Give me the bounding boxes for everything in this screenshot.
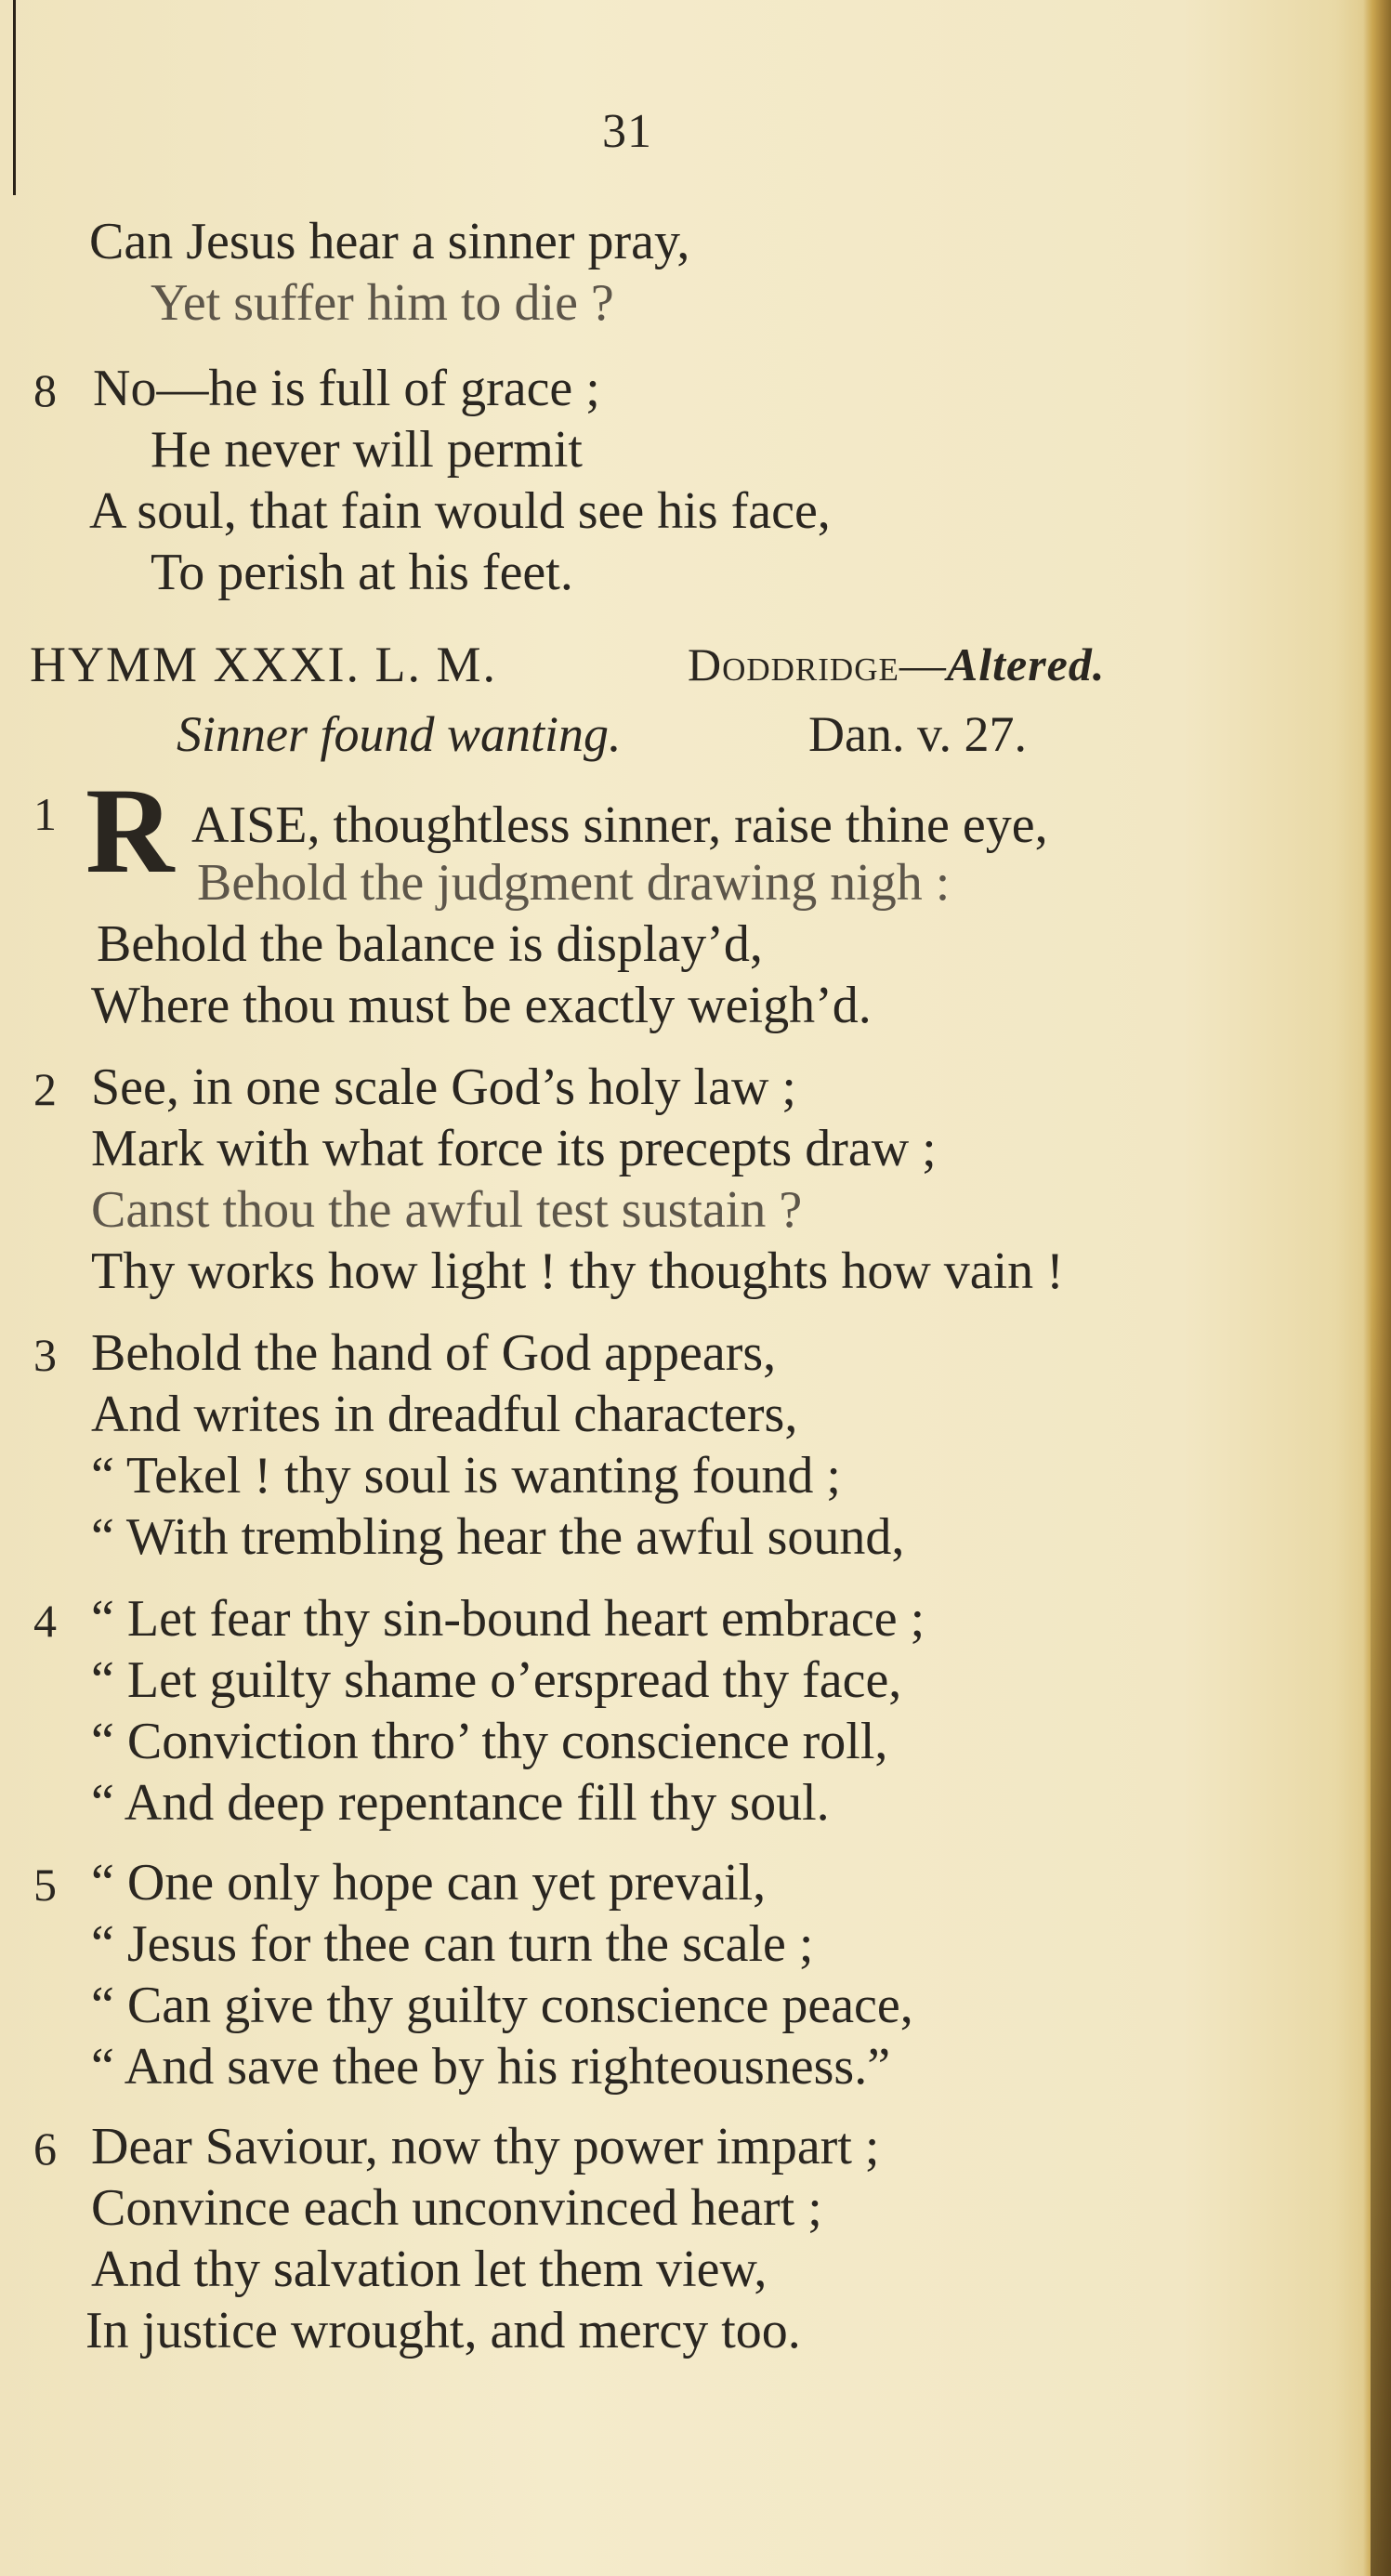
verse-number: 1: [33, 788, 57, 840]
hymn-heading: [30, 632, 1106, 697]
drop-cap: R: [85, 762, 175, 899]
verse-line: Dear Saviour, now thy power impart ;: [91, 2118, 880, 2175]
verse-number: 3: [33, 1329, 57, 1381]
verse-line: Canst thou the awful test sustain ?: [91, 1181, 803, 1239]
hymn-subtitle-text: Sinner found wanting.: [177, 706, 622, 762]
verse-number: 8: [33, 364, 57, 416]
page-number: 31: [602, 105, 652, 158]
verse-line: Yet suffer him to die ?: [151, 274, 614, 332]
verse-line: And writes in dreadful characters,: [91, 1386, 798, 1443]
scripture-reference: Dan. v. 27.: [808, 706, 1027, 762]
verse-line: “ And deep repentance fill thy soul.: [91, 1774, 830, 1832]
verse-line: Behold the hand of God appears,: [91, 1324, 777, 1382]
hymn-title: HYMM XXXI. L. M.: [30, 637, 497, 692]
verse-line: A soul, that fain would see his face,: [89, 482, 831, 540]
verse-line: “ Can give thy guilty conscience peace,: [91, 1977, 913, 2034]
hymn-author: [688, 632, 1105, 697]
verse-number: 2: [33, 1063, 57, 1115]
hymn-author-name: Doddridge—: [688, 638, 947, 690]
verse-line: Thy works how light ! thy thoughts how vain !: [91, 1242, 1064, 1300]
page-binding-edge: [13, 0, 16, 195]
verse-number: 4: [33, 1595, 57, 1647]
verse-line: Convince each unconvinced heart ;: [91, 2179, 822, 2237]
verse-line: “ Tekel ! thy soul is wanting found ;: [91, 1447, 841, 1505]
verse-line: “ One only hope can yet prevail,: [91, 1854, 767, 1912]
verse-line: In justice wrought, and mercy too.: [85, 2302, 801, 2359]
verse-line: AISE, thoughtless sinner, raise thine eye,: [191, 796, 1048, 854]
verse-line: “ Let fear thy sin-bound heart embrace ;: [91, 1590, 925, 1648]
verse-line: “ Let guilty shame o’erspread thy face,: [91, 1651, 902, 1709]
verse-line: No—he is full of grace ;: [93, 360, 600, 417]
verse-line: “ Jesus for thee can turn the scale ;: [91, 1915, 814, 1973]
verse-line: See, in one scale God’s holy law ;: [91, 1058, 796, 1116]
verse-line: And thy salvation let them view,: [91, 2241, 768, 2298]
verse-line: Mark with what force its precepts draw ;: [91, 1120, 937, 1177]
verse-line: To perish at his feet.: [151, 544, 573, 601]
verse-line: Behold the judgment drawing nigh :: [197, 854, 951, 912]
verse-line: Behold the balance is display’d,: [97, 915, 763, 973]
hymn-subtitle: [177, 704, 1027, 764]
verse-number: 6: [33, 2123, 57, 2175]
verse-line: “ Conviction thro’ thy conscience roll,: [91, 1713, 888, 1770]
verse-line: “ With trembling hear the awful sound,: [91, 1508, 905, 1566]
verse-line: Where thou must be exactly weigh’d.: [91, 977, 872, 1034]
page-edge-shadow: [1371, 1282, 1391, 2576]
verse-line: He never will permit: [151, 421, 583, 479]
verse-line: Can Jesus hear a sinner pray,: [89, 213, 690, 270]
verse-line: “ And save thee by his righteousness.”: [91, 2038, 891, 2096]
verse-number: 5: [33, 1859, 57, 1911]
hymn-author-note: Altered.: [946, 638, 1106, 690]
